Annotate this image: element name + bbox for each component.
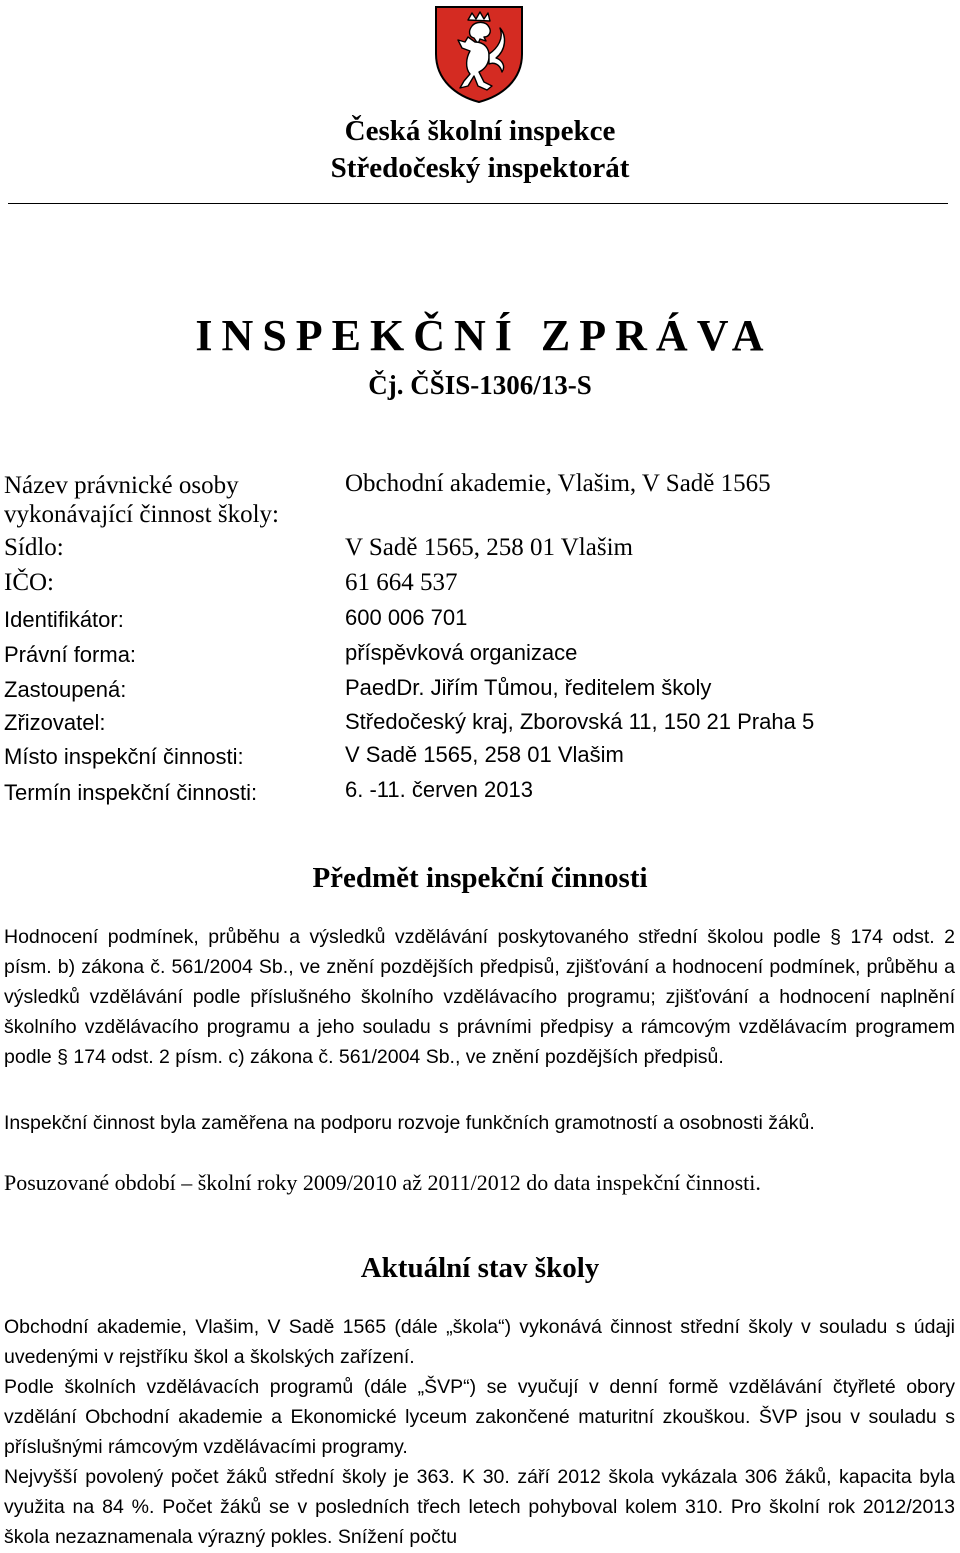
status-paragraph-3: Nejvyšší povolený počet žáků střední školy je 363. K 30. září 2012 škola vykázala 306 žáků, kapacita byla využita na 84 %. Počet žáků se v posledních třech letech pohyboval kolem 310. Pro školní rok 2012/2013 škola nezaznamenala výrazný pokles. Snížení počtu xyxy=(4,1466,955,1548)
field-label-founder: Zřizovatel: xyxy=(4,710,106,735)
field-value-inspection-place: V Sadě 1565, 258 01 Vlašim xyxy=(345,742,624,767)
field-value-represented: PaedDr. Jiřím Tůmou, ředitelem školy xyxy=(345,675,712,700)
czech-lion-emblem-icon xyxy=(432,4,526,104)
section-heading-status: Aktuální stav školy xyxy=(360,1252,600,1284)
document-reference: Čj. ČŠIS-1306/13-S xyxy=(368,370,592,400)
field-value-name: Obchodní akademie, Vlašim, V Sadě 1565 xyxy=(345,470,771,497)
subject-paragraph-1: Hodnocení podmínek, průběhu a výsledků vzdělávání poskytovaného střední školou podle § 174 odst. 2 písm. b) zákona č. 561/2004 Sb., ve znění pozdějších předpisů, zjišťování a hodnocení podmínek, průběhu a výsledků vzdělávání podle příslušného školního vzdělávacího programu; zjišťování a hodnocení naplnění školního vzdělávacího programu a jeho souladu s právními předpisy a rámcovým vzdělávacím programem podle § 174 odst. 2 písm. c) zákona č. 561/2004 Sb., ve znění pozdějších předpisů. xyxy=(4,926,955,1068)
header-divider xyxy=(8,203,948,204)
field-label-represented: Zastoupená: xyxy=(4,677,127,702)
field-value-founder: Středočeský kraj, Zborovská 11, 150 21 Praha 5 xyxy=(345,709,815,734)
page-title: INSPEKČNÍ ZPRÁVA xyxy=(195,311,773,360)
field-label-name: Název právnické osoby xyxy=(4,472,239,499)
field-value-legal-form: příspěvková organizace xyxy=(345,640,578,665)
field-label-identifier: Identifikátor: xyxy=(4,607,124,632)
section-heading-subject: Předmět inspekční činnosti xyxy=(312,862,648,894)
subject-paragraph-3: Posuzované období – školní roky 2009/2010 až 2011/2012 do data inspekční činnosti. xyxy=(4,1170,761,1195)
field-label-inspection-term: Termín inspekční činnosti: xyxy=(4,780,258,805)
status-paragraph-1: Obchodní akademie, Vlašim, V Sadě 1565 (dále „škola“) vykonává činnost střední školy v souladu s údaji uvedenými v rejstříku škol a školských zařízení. xyxy=(4,1316,955,1368)
field-label-legal-form: Právní forma: xyxy=(4,642,137,667)
field-value-ico: 61 664 537 xyxy=(345,569,458,596)
field-label-name-cont: vykonávající činnost školy: xyxy=(4,501,279,528)
field-value-identifier: 600 006 701 xyxy=(345,605,468,630)
field-label-inspection-place: Místo inspekční činnosti: xyxy=(4,744,244,769)
subject-paragraph-2: Inspekční činnost byla zaměřena na podporu rozvoje funkčních gramotností a osobnosti žáků. xyxy=(4,1112,815,1134)
field-label-seat: Sídlo: xyxy=(4,534,64,561)
org-name: Česká školní inspekce xyxy=(344,115,616,147)
field-label-ico: IČO: xyxy=(4,569,54,596)
status-paragraph-2: Podle školních vzdělávacích programů (dále „ŠVP“) se vyučují v denní formě vzdělávání čtyřleté obory vzdělání Obchodní akademie a Ekonomické lyceum zakončené maturitní zkouškou. ŠVP jsou v souladu s příslušnými rámcovým vzdělávacími programy. xyxy=(4,1376,955,1458)
field-value-seat: V Sadě 1565, 258 01 Vlašim xyxy=(345,534,633,561)
org-unit: Středočeský inspektorát xyxy=(330,152,630,184)
field-value-inspection-term: 6. -11. červen 2013 xyxy=(345,777,533,802)
